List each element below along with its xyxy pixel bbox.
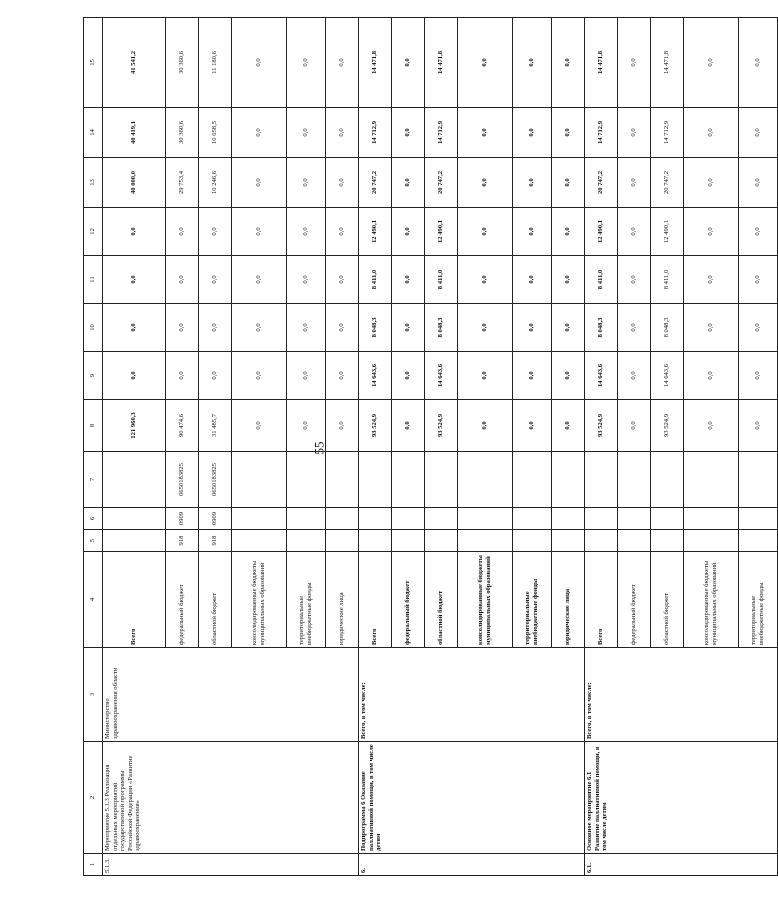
amount-year: 0,0 bbox=[618, 108, 651, 158]
amount-year: 14 643,6 bbox=[651, 352, 684, 400]
amount-year: 0,0 bbox=[287, 108, 326, 158]
target-code bbox=[618, 452, 651, 508]
amount-total: 0,0 bbox=[392, 400, 425, 452]
amount-year: 12 490,1 bbox=[359, 208, 392, 256]
activity-name: Основное мероприятие 6.1 Развитие паллиативной помощи, в том числе детям bbox=[585, 742, 778, 854]
amount-year: 14 471,8 bbox=[359, 18, 392, 108]
amount-year: 0,0 bbox=[166, 208, 199, 256]
amount-year: 0,0 bbox=[103, 208, 166, 256]
funding-source: консолидированные бюджеты муниципальных образований bbox=[684, 552, 739, 648]
amount-year: 0,0 bbox=[287, 208, 326, 256]
amount-year: 40 419,1 bbox=[103, 108, 166, 158]
grbs-code bbox=[585, 530, 618, 552]
amount-year: 0,0 bbox=[232, 158, 287, 208]
col-header: 15 bbox=[84, 18, 103, 108]
target-code bbox=[651, 452, 684, 508]
amount-year: 0,0 bbox=[513, 208, 552, 256]
amount-total: 0,0 bbox=[326, 400, 359, 452]
target-code bbox=[359, 452, 392, 508]
amount-year: 0,0 bbox=[552, 352, 585, 400]
amount-year: 14 643,6 bbox=[359, 352, 392, 400]
table-row bbox=[103, 18, 166, 876]
amount-year: 0,0 bbox=[618, 304, 651, 352]
col-header: 5 bbox=[84, 530, 103, 552]
amount-year: 8 048,3 bbox=[359, 304, 392, 352]
amount-year: 0,0 bbox=[392, 208, 425, 256]
amount-year: 0,0 bbox=[458, 108, 513, 158]
amount-year: 10 246,6 bbox=[199, 158, 232, 208]
amount-year: 14 471,8 bbox=[425, 18, 458, 108]
amount-year: 10 058,5 bbox=[199, 108, 232, 158]
amount-year: 0,0 bbox=[618, 18, 651, 108]
amount-year: 12 490,1 bbox=[425, 208, 458, 256]
row-number: 6. bbox=[359, 854, 585, 876]
amount-year: 30 360,6 bbox=[166, 18, 199, 108]
amount-year: 0,0 bbox=[513, 256, 552, 304]
grbs-code bbox=[618, 530, 651, 552]
amount-year: 0,0 bbox=[199, 256, 232, 304]
amount-year: 0,0 bbox=[199, 304, 232, 352]
grbs-code: 918 bbox=[166, 530, 199, 552]
amount-year: 0,0 bbox=[232, 352, 287, 400]
executor: Всего, в том числе: bbox=[359, 648, 585, 742]
amount-year: 0,0 bbox=[392, 18, 425, 108]
amount-year: 0,0 bbox=[287, 18, 326, 108]
section-code bbox=[458, 508, 513, 530]
section-code bbox=[618, 508, 651, 530]
amount-year: 14 471,8 bbox=[585, 18, 618, 108]
amount-year: 0,0 bbox=[326, 352, 359, 400]
target-code bbox=[425, 452, 458, 508]
amount-year: 0,0 bbox=[458, 256, 513, 304]
amount-year: 0,0 bbox=[392, 158, 425, 208]
amount-year: 0,0 bbox=[199, 208, 232, 256]
amount-year: 0,0 bbox=[684, 304, 739, 352]
amount-year: 0,0 bbox=[326, 256, 359, 304]
amount-year: 0,0 bbox=[684, 108, 739, 158]
amount-total: 0,0 bbox=[684, 400, 739, 452]
amount-year: 0,0 bbox=[513, 304, 552, 352]
funding-source: федеральный бюджет bbox=[166, 552, 199, 648]
amount-year: 0,0 bbox=[458, 18, 513, 108]
amount-year: 0,0 bbox=[326, 304, 359, 352]
section-code bbox=[359, 508, 392, 530]
target-code bbox=[552, 452, 585, 508]
amount-year: 8 048,3 bbox=[651, 304, 684, 352]
amount-total: 0,0 bbox=[513, 400, 552, 452]
target-code bbox=[739, 452, 778, 508]
amount-year: 0,0 bbox=[232, 256, 287, 304]
funding-source: территориальные внебюджетные фонды bbox=[287, 552, 326, 648]
funding-source: юридические лица bbox=[326, 552, 359, 648]
target-code bbox=[326, 452, 359, 508]
amount-year: 14 643,6 bbox=[585, 352, 618, 400]
col-header: 13 bbox=[84, 158, 103, 208]
amount-total: 0,0 bbox=[618, 400, 651, 452]
amount-year: 0,0 bbox=[684, 18, 739, 108]
amount-year: 0,0 bbox=[287, 352, 326, 400]
amount-year: 0,0 bbox=[392, 304, 425, 352]
section-code bbox=[103, 508, 166, 530]
funding-source: Всего bbox=[359, 552, 392, 648]
funding-source: юридические лица bbox=[552, 552, 585, 648]
rotated-table-area bbox=[83, 18, 765, 876]
section-code bbox=[425, 508, 458, 530]
col-header: 9 bbox=[84, 352, 103, 400]
target-code bbox=[103, 452, 166, 508]
amount-year: 0,0 bbox=[287, 158, 326, 208]
target-code bbox=[684, 452, 739, 508]
amount-year: 0,0 bbox=[232, 108, 287, 158]
section-code bbox=[585, 508, 618, 530]
amount-total: 0,0 bbox=[458, 400, 513, 452]
amount-year: 20 747,2 bbox=[651, 158, 684, 208]
amount-year: 14 712,9 bbox=[425, 108, 458, 158]
amount-year: 0,0 bbox=[739, 108, 778, 158]
amount-year: 12 490,1 bbox=[585, 208, 618, 256]
amount-year: 0,0 bbox=[552, 18, 585, 108]
amount-year: 0,0 bbox=[287, 304, 326, 352]
amount-total: 90 474,6 bbox=[166, 400, 199, 452]
col-header: 2 bbox=[84, 742, 103, 854]
amount-year: 0,0 bbox=[166, 304, 199, 352]
amount-year: 0,0 bbox=[326, 158, 359, 208]
target-code bbox=[585, 452, 618, 508]
amount-year: 0,0 bbox=[103, 352, 166, 400]
amount-year: 0,0 bbox=[458, 208, 513, 256]
amount-year: 14 471,8 bbox=[651, 18, 684, 108]
amount-year: 0,0 bbox=[103, 256, 166, 304]
amount-year: 0,0 bbox=[684, 158, 739, 208]
budget-table bbox=[83, 17, 778, 876]
amount-year: 0,0 bbox=[513, 352, 552, 400]
amount-year: 0,0 bbox=[513, 158, 552, 208]
activity-name: Подпрограмма 6 Оказание паллиативной помощи, в том числе детям bbox=[359, 742, 585, 854]
amount-total: 0,0 bbox=[232, 400, 287, 452]
amount-year: 0,0 bbox=[232, 304, 287, 352]
amount-year: 12 490,1 bbox=[651, 208, 684, 256]
grbs-code bbox=[458, 530, 513, 552]
amount-year: 20 747,2 bbox=[585, 158, 618, 208]
col-header: 12 bbox=[84, 208, 103, 256]
amount-year: 0,0 bbox=[232, 208, 287, 256]
amount-year: 0,0 bbox=[552, 256, 585, 304]
table-row bbox=[585, 18, 618, 876]
amount-year: 41 541,2 bbox=[103, 18, 166, 108]
section-code bbox=[392, 508, 425, 530]
amount-year: 0,0 bbox=[392, 352, 425, 400]
amount-year: 0,0 bbox=[458, 304, 513, 352]
amount-year: 0,0 bbox=[232, 18, 287, 108]
section-code bbox=[552, 508, 585, 530]
amount-year: 0,0 bbox=[618, 352, 651, 400]
amount-year: 0,0 bbox=[618, 256, 651, 304]
amount-year: 14 712,9 bbox=[651, 108, 684, 158]
amount-year: 20 747,2 bbox=[425, 158, 458, 208]
amount-year: 0,0 bbox=[458, 352, 513, 400]
amount-total: 31 485,7 bbox=[199, 400, 232, 452]
amount-year: 8 048,3 bbox=[425, 304, 458, 352]
amount-year: 0,0 bbox=[684, 352, 739, 400]
col-header: 8 bbox=[84, 400, 103, 452]
funding-source: федеральный бюджет bbox=[392, 552, 425, 648]
grbs-code bbox=[287, 530, 326, 552]
grbs-code: 918 bbox=[199, 530, 232, 552]
amount-total: 0,0 bbox=[287, 400, 326, 452]
amount-year: 0,0 bbox=[739, 18, 778, 108]
amount-year: 0,0 bbox=[199, 352, 232, 400]
grbs-code bbox=[232, 530, 287, 552]
amount-year: 14 712,9 bbox=[585, 108, 618, 158]
section-code bbox=[651, 508, 684, 530]
amount-total: 93 524,9 bbox=[425, 400, 458, 452]
amount-year: 8 411,0 bbox=[425, 256, 458, 304]
amount-year: 8 048,3 bbox=[585, 304, 618, 352]
amount-year: 8 411,0 bbox=[359, 256, 392, 304]
page-number: 55 bbox=[311, 441, 327, 455]
amount-year: 0,0 bbox=[166, 256, 199, 304]
col-header: 14 bbox=[84, 108, 103, 158]
section-code bbox=[287, 508, 326, 530]
grbs-code bbox=[684, 530, 739, 552]
amount-year: 0,0 bbox=[739, 158, 778, 208]
funding-source: Всего bbox=[103, 552, 166, 648]
grbs-code bbox=[513, 530, 552, 552]
funding-source: территориальные внебюджетные фонды bbox=[739, 552, 778, 648]
amount-year: 14 712,9 bbox=[359, 108, 392, 158]
amount-year: 0,0 bbox=[552, 304, 585, 352]
amount-total: 0,0 bbox=[552, 400, 585, 452]
funding-source: федеральный бюджет bbox=[618, 552, 651, 648]
amount-total: 0,0 bbox=[739, 400, 778, 452]
amount-year: 0,0 bbox=[552, 208, 585, 256]
amount-year: 0,0 bbox=[166, 352, 199, 400]
amount-year: 0,0 bbox=[739, 208, 778, 256]
amount-year: 29 753,4 bbox=[166, 158, 199, 208]
amount-year: 0,0 bbox=[739, 304, 778, 352]
col-header: 4 bbox=[84, 552, 103, 648]
executor: Всего, в том числе: bbox=[585, 648, 778, 742]
grbs-code bbox=[552, 530, 585, 552]
target-code: 0650183825 bbox=[166, 452, 199, 508]
section-code bbox=[684, 508, 739, 530]
amount-year: 0,0 bbox=[684, 256, 739, 304]
funding-source: консолидированные бюджеты муниципальных образований bbox=[232, 552, 287, 648]
amount-year: 40 000,0 bbox=[103, 158, 166, 208]
amount-year: 8 411,0 bbox=[651, 256, 684, 304]
grbs-code bbox=[326, 530, 359, 552]
section-code: 0909 bbox=[199, 508, 232, 530]
amount-year: 0,0 bbox=[552, 108, 585, 158]
target-code bbox=[287, 452, 326, 508]
grbs-code bbox=[392, 530, 425, 552]
amount-year: 0,0 bbox=[739, 352, 778, 400]
activity-name: Мероприятие 5.1.3 Реализация отдельных мероприятий государственной программы Российской Федерации «Развитие здравоохранения» bbox=[103, 742, 359, 854]
amount-year: 0,0 bbox=[739, 256, 778, 304]
row-number: 6.1. bbox=[585, 854, 778, 876]
grbs-code bbox=[651, 530, 684, 552]
grbs-code bbox=[359, 530, 392, 552]
table-row bbox=[359, 18, 392, 876]
amount-total: 93 524,9 bbox=[585, 400, 618, 452]
grbs-code bbox=[425, 530, 458, 552]
target-code bbox=[458, 452, 513, 508]
amount-year: 0,0 bbox=[513, 108, 552, 158]
section-code bbox=[513, 508, 552, 530]
amount-year: 0,0 bbox=[392, 108, 425, 158]
amount-total: 93 524,9 bbox=[359, 400, 392, 452]
table-rotator bbox=[83, 18, 765, 876]
amount-year: 0,0 bbox=[552, 158, 585, 208]
amount-year: 0,0 bbox=[326, 208, 359, 256]
funding-source: территориальные внебюджетные фонды bbox=[513, 552, 552, 648]
target-code bbox=[232, 452, 287, 508]
target-code: 0650183825 bbox=[199, 452, 232, 508]
target-code bbox=[392, 452, 425, 508]
funding-source: областной бюджет bbox=[199, 552, 232, 648]
amount-year: 0,0 bbox=[618, 208, 651, 256]
amount-year: 0,0 bbox=[287, 256, 326, 304]
col-header: 10 bbox=[84, 304, 103, 352]
funding-source: областной бюджет bbox=[425, 552, 458, 648]
amount-year: 8 411,0 bbox=[585, 256, 618, 304]
funding-source: областной бюджет bbox=[651, 552, 684, 648]
amount-year: 11 180,6 bbox=[199, 18, 232, 108]
funding-source: Всего bbox=[585, 552, 618, 648]
section-code bbox=[326, 508, 359, 530]
section-code bbox=[232, 508, 287, 530]
col-header: 6 bbox=[84, 508, 103, 530]
amount-year: 0,0 bbox=[458, 158, 513, 208]
amount-year: 30 360,6 bbox=[166, 108, 199, 158]
col-header: 1 bbox=[84, 854, 103, 876]
column-number-row bbox=[84, 18, 103, 876]
col-header: 3 bbox=[84, 648, 103, 742]
amount-year: 0,0 bbox=[392, 256, 425, 304]
section-code: 0909 bbox=[166, 508, 199, 530]
grbs-code bbox=[103, 530, 166, 552]
amount-year: 0,0 bbox=[618, 158, 651, 208]
amount-total: 121 960,3 bbox=[103, 400, 166, 452]
amount-total: 93 524,9 bbox=[651, 400, 684, 452]
executor: Министерство здравоохранения области bbox=[103, 648, 359, 742]
amount-year: 0,0 bbox=[684, 208, 739, 256]
col-header: 11 bbox=[84, 256, 103, 304]
amount-year: 0,0 bbox=[103, 304, 166, 352]
amount-year: 0,0 bbox=[326, 18, 359, 108]
grbs-code bbox=[739, 530, 778, 552]
funding-source: консолидированные бюджеты муниципальных образований bbox=[458, 552, 513, 648]
row-number: 5.1.3. bbox=[103, 854, 359, 876]
amount-year: 20 747,2 bbox=[359, 158, 392, 208]
amount-year: 14 643,6 bbox=[425, 352, 458, 400]
section-code bbox=[739, 508, 778, 530]
col-header: 7 bbox=[84, 452, 103, 508]
amount-year: 0,0 bbox=[326, 108, 359, 158]
amount-year: 0,0 bbox=[513, 18, 552, 108]
target-code bbox=[513, 452, 552, 508]
